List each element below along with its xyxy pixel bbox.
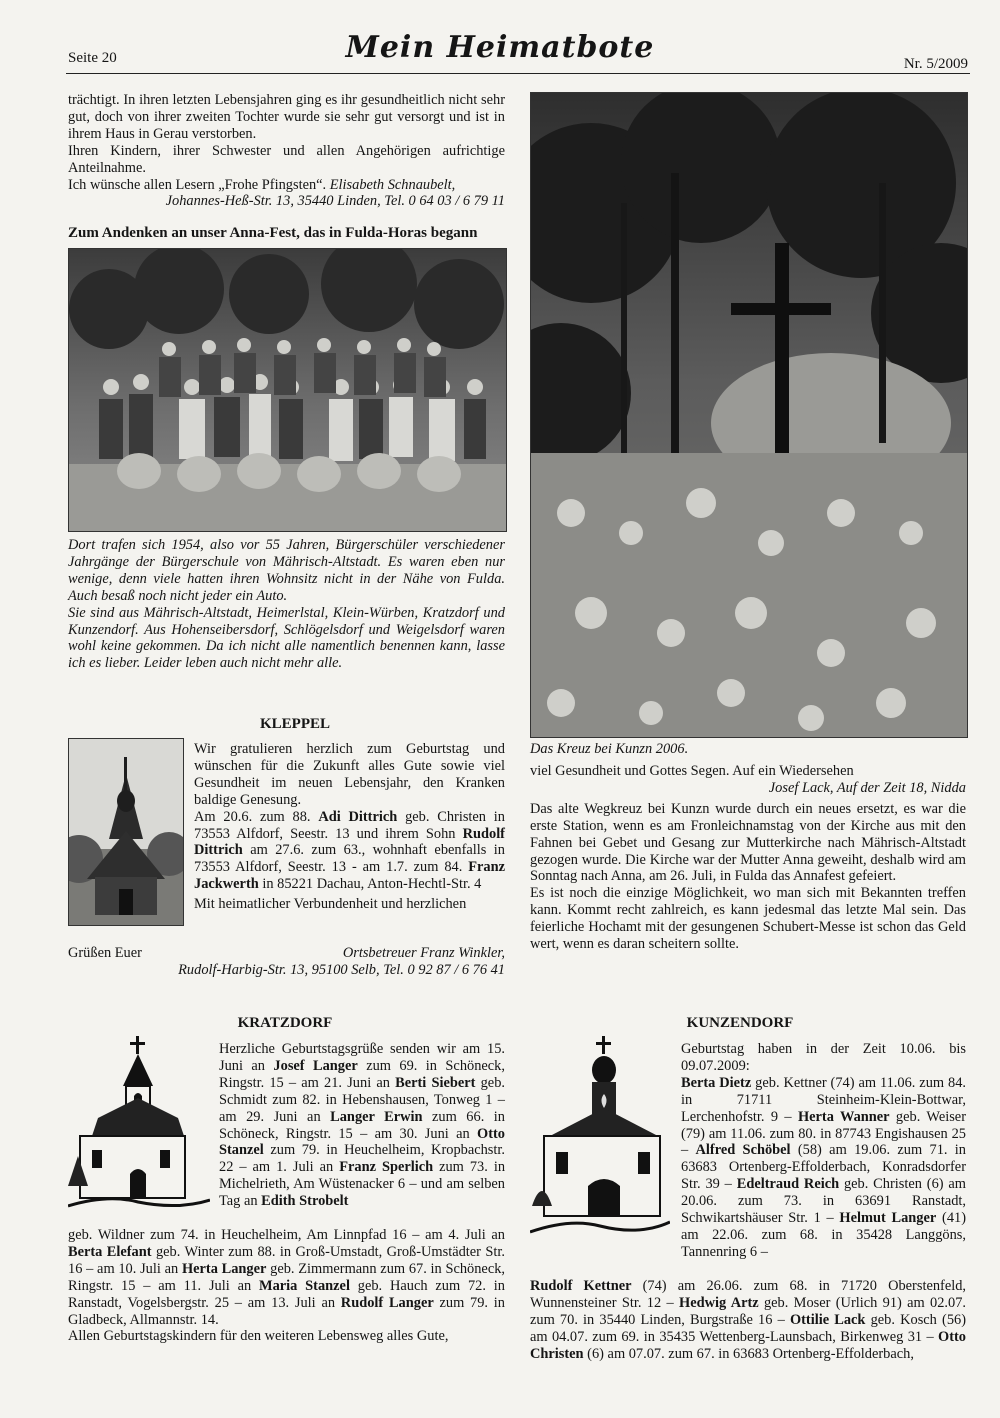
- birthday-name: Rudolf Langer: [340, 1294, 434, 1311]
- birthday-name: Hedwig Artz: [679, 1294, 759, 1311]
- birthday-name: Rudolf Kettner: [530, 1278, 632, 1294]
- chapel-image: [69, 739, 183, 925]
- birthday-name: Otto Stanzel: [219, 1125, 505, 1159]
- birthday-name: Helmut Langer: [839, 1210, 937, 1227]
- birthday-name: Ottilie Lack: [789, 1311, 866, 1328]
- page-number: Seite 20: [68, 50, 117, 66]
- birthday-name: Rudolf Dittrich: [194, 825, 505, 859]
- intro-condolence: Ihren Kindern, ihrer Schwester und allen Angehörigen aufrichtige Anteilnahme.: [68, 142, 505, 176]
- kunzendorf-birthdays-cont: Rudolf Kettner (74) am 26.06. zum 68. in 71720 Oberstenfeld, Wunnensteiner Str. 12 – Hedwig Artz geb. Moser (Urlich 91) am 02.07. zum 70. in 35440 Linden, Burgstraße 16 – Ottilie Lack geb. Kosch (56) am 04.07. zum 69. in 35435 Wettenberg-Launsbach, Birkenweg 31 – Otto Christen (6) am 07.07. zum 67. in 63683 Ortenberg-Effolderbach,: [530, 1278, 967, 1362]
- birthday-name: Berta Elefant: [68, 1243, 152, 1260]
- masthead-logo: Mein Heimatbote: [345, 30, 655, 65]
- kunzendorf-heading: KUNZENDORF: [686, 1015, 794, 1031]
- right-signature: Josef Lack, Auf der Zeit 18, Nidda: [768, 779, 966, 796]
- birthday-name: Franz Sperlich: [339, 1159, 434, 1176]
- birthday-name: Otto Christen: [530, 1328, 966, 1362]
- birthday-name: Herta Langer: [181, 1260, 267, 1277]
- kunzendorf-church-drawing: [530, 1036, 670, 1246]
- birthday-name: Alfred Schöbel: [695, 1142, 791, 1159]
- birthday-name: Edith Strobelt: [261, 1193, 349, 1210]
- kratzdorf-closing: Allen Geburtstagskindern für den weiteren Lebensweg alles Gute,: [68, 1328, 449, 1345]
- kratzdorf-heading: KRATZDORF: [237, 1015, 333, 1031]
- kleppel-closing: Mit heimatlicher Verbundenheit und herzlichen: [194, 896, 467, 913]
- intro-address: Johannes-Heß-Str. 13, 35440 Linden, Tel. 0 64 03 / 6 79 11: [165, 193, 505, 210]
- kunzendorf-text-narrow: [681, 1041, 966, 1261]
- birthday-name: Josef Langer: [273, 1057, 358, 1074]
- anna-fest-heading: Zum Andenken an unser Anna-Fest, das in Fulda-Horas begann: [68, 225, 478, 241]
- birthday-name: Herta Wanner: [797, 1108, 890, 1125]
- issue-number: Nr. 5/2009: [903, 56, 968, 72]
- right-closing: viel Gesundheit und Gottes Segen. Auf ein Wiedersehen: [530, 763, 854, 779]
- kleppel-address: Rudolf-Harbig-Str. 13, 95100 Selb, Tel. 0 92 87 / 6 76 41: [178, 962, 505, 978]
- kratzdorf-text-wide: [68, 1227, 505, 1345]
- birthday-name: Franz Jackwerth: [194, 859, 505, 893]
- birthday-name: Langer Erwin: [330, 1108, 423, 1125]
- caption-paragraph-2: Sie sind aus Mährisch-Altstadt, Heimerlstal, Klein-Würben, Kratzdorf und Kunzendorf. Aus Hohenseibersdorf, Schlögelsdorf und Weigelsdorf waren wohl keine gekommen. Da ich nicht alle namentlich benennen kann, lasse ich es lieber. Leider leben auch nicht mehr alle.: [68, 604, 505, 672]
- birthday-name: Maria Stanzel: [258, 1277, 350, 1294]
- birthday-name: Berti Siebert: [395, 1074, 476, 1091]
- church-sketch-icon: [68, 1036, 210, 1214]
- group-photo: [68, 248, 507, 532]
- kleppel-signature: Ortsbetreuer Franz Winkler,: [342, 945, 505, 961]
- intro-greeting: Ich wünsche allen Lesern „Frohe Pfingsten“. Elisabeth Schnaubelt,: [68, 176, 456, 193]
- intro-signature: Elisabeth Schnaubelt,: [329, 176, 456, 193]
- meeting-paragraph: Es ist noch die einzige Möglichkeit, wo man sich mit Bekannten treffen kann. Kommt recht zahlreich, es kann jedesmal das letzte Mal sein. Das feierliche Hochamt mit der gesungenen Schubert-Messe ist schon das Geld wert, wenn es daran scheitern sollte.: [530, 885, 966, 953]
- intro-article: [68, 92, 505, 210]
- group-photo-image: [69, 249, 506, 531]
- kunzendorf-intro: Geburtstag haben in der Zeit 10.06. bis 09.07.2009:: [681, 1041, 966, 1074]
- intro-paragraph: trächtigt. In ihren letzten Lebensjahren ging es ihr gesundheitlich nicht sehr gut, doch von ihrer zweiten Tochter wurde sie sehr gut versorgt und ist in ihrem Haus in Gerau verstorben.: [68, 92, 505, 142]
- right-article: [530, 763, 966, 953]
- kleppel-church-photo: [68, 738, 184, 926]
- birthday-name: Adi Dittrich: [318, 808, 398, 825]
- kunzendorf-birthdays: Berta Dietz geb. Kettner (74) am 11.06. zum 84. in 71711 Steinheim-Klein-Bottwar, Lerchenhofstr. 9 – Herta Wanner geb. Weiser (79) am 11.06. zum 80. in 87743 Engishausen 25 – Alfred Schöbel (58) am 19.06. zum 71. in 63683 Ortenberg-Effolderbach, Konradsdorfer Str. 39 – Edeltraud Reich geb. Christen (6) am 20.06. zum 73. in 63691 Ranstadt, Schwikartshäuser Str. 1 – Helmut Langer (41) am 22.06. zum 68. in 35428 Langgöns, Tannenring 6 –: [681, 1074, 967, 1260]
- kleppel-birthdays: Am 20.6. zum 88. Adi Dittrich geb. Christen in 73553 Alfdorf, Seestr. 13 und ihrem Sohn Rudolf Dittrich am 27.6. zum 63., wohnhaft ebenfalls in 73553 Alfdorf, Seestr. 13 - am 1.7. zum 84. Franz Jackwerth in 85221 Dachau, Anton-Hechtl-Str. 4: [194, 808, 505, 893]
- group-photo-caption: [68, 537, 505, 672]
- kratzdorf-church-drawing: [68, 1036, 210, 1214]
- church-sketch-icon: [530, 1036, 670, 1246]
- kratzdorf-birthdays: Herzliche Geburtstagsgrüße senden wir am 15. Juni an Josef Langer zum 69. in Schöneck, Ringstr. 15 – am 21. Juni an Berti Siebert geb. Schmidt zum 82. in Hebenshausen, Tonweg 1 – am 29. Juni an Langer Erwin zum 66. in Schöneck, Ringstr. 15 – am 30. Juni an Otto Stanzel zum 79. in Heuchelheim, Kropbachstr. 22 – am 1. Juli an Franz Sperlich zum 73. in Michelrieth, Am Wüstenacker 6 – und am selben Tag an Edith Strobelt: [219, 1041, 506, 1210]
- kratzdorf-birthdays-cont: geb. Wildner zum 74. in Heuchelheim, Am Linnpfad 16 – am 4. Juli an Berta Elefant geb. Winter zum 88. in Groß-Umstadt, Groß-Umstädter Str. 16 – am 10. Juli an Herta Langer geb. Zimmermann zum 67. in Schöneck, Ringstr. 15 – am 11. Juli an Maria Stanzel geb. Hauch zum 72. in Ranstadt, Vogelsbergstr. 25 – am 13. Juli an Rudolf Langer zum 79. in Gladbeck, Allmannstr. 14.: [68, 1227, 506, 1328]
- birthday-name: Edeltraud Reich: [736, 1176, 840, 1193]
- kunzendorf-text-wide: [530, 1278, 966, 1363]
- caption-paragraph: Dort trafen sich 1954, also vor 55 Jahren, Bürgerschüler verschiedener Jahrgänge der Bürgerschule von Mährisch-Altstadt. Es waren eben nur wenige, denn viele hatten ihren Wohnsitz nicht in der Nähe von Fulda. Auch besaß noch nicht jeder ein Auto.: [68, 537, 505, 604]
- header-rule: [66, 73, 970, 74]
- cross-history-paragraph: Das alte Wegkreuz bei Kunzn wurde durch ein neues ersetzt, es war die erste Station, wenn es am Fronleichnamstag von der Kirche aus mit den Fahnen bei Gebet und Gesang zur Mutterkirche nach Mährisch-Altstadt gezogen wurde. Die Kirche war der Mutter Anna geweiht, deshalb wird am Sonntag nach Anna, am 26. Juli, in Fulda das Annafest gefeiert.: [530, 800, 966, 885]
- cross-photo: [530, 92, 968, 738]
- kleppel-greeting: Grüßen Euer: [68, 945, 142, 961]
- wayside-cross-image: [531, 93, 967, 737]
- kleppel-heading: KLEPPEL: [259, 716, 330, 732]
- cross-photo-caption: Das Kreuz bei Kunzn 2006.: [530, 741, 689, 757]
- kleppel-text: [194, 741, 505, 913]
- birthday-name: Berta Dietz: [681, 1074, 752, 1091]
- kleppel-wishes: Wir gratulieren herzlich zum Geburtstag und wünschen für die Zukunft alles Gute sowie viel Gesundheit im neuen Lebensjahr, den Kranken baldige Genesung.: [194, 741, 505, 808]
- kratzdorf-text-narrow: [219, 1041, 505, 1210]
